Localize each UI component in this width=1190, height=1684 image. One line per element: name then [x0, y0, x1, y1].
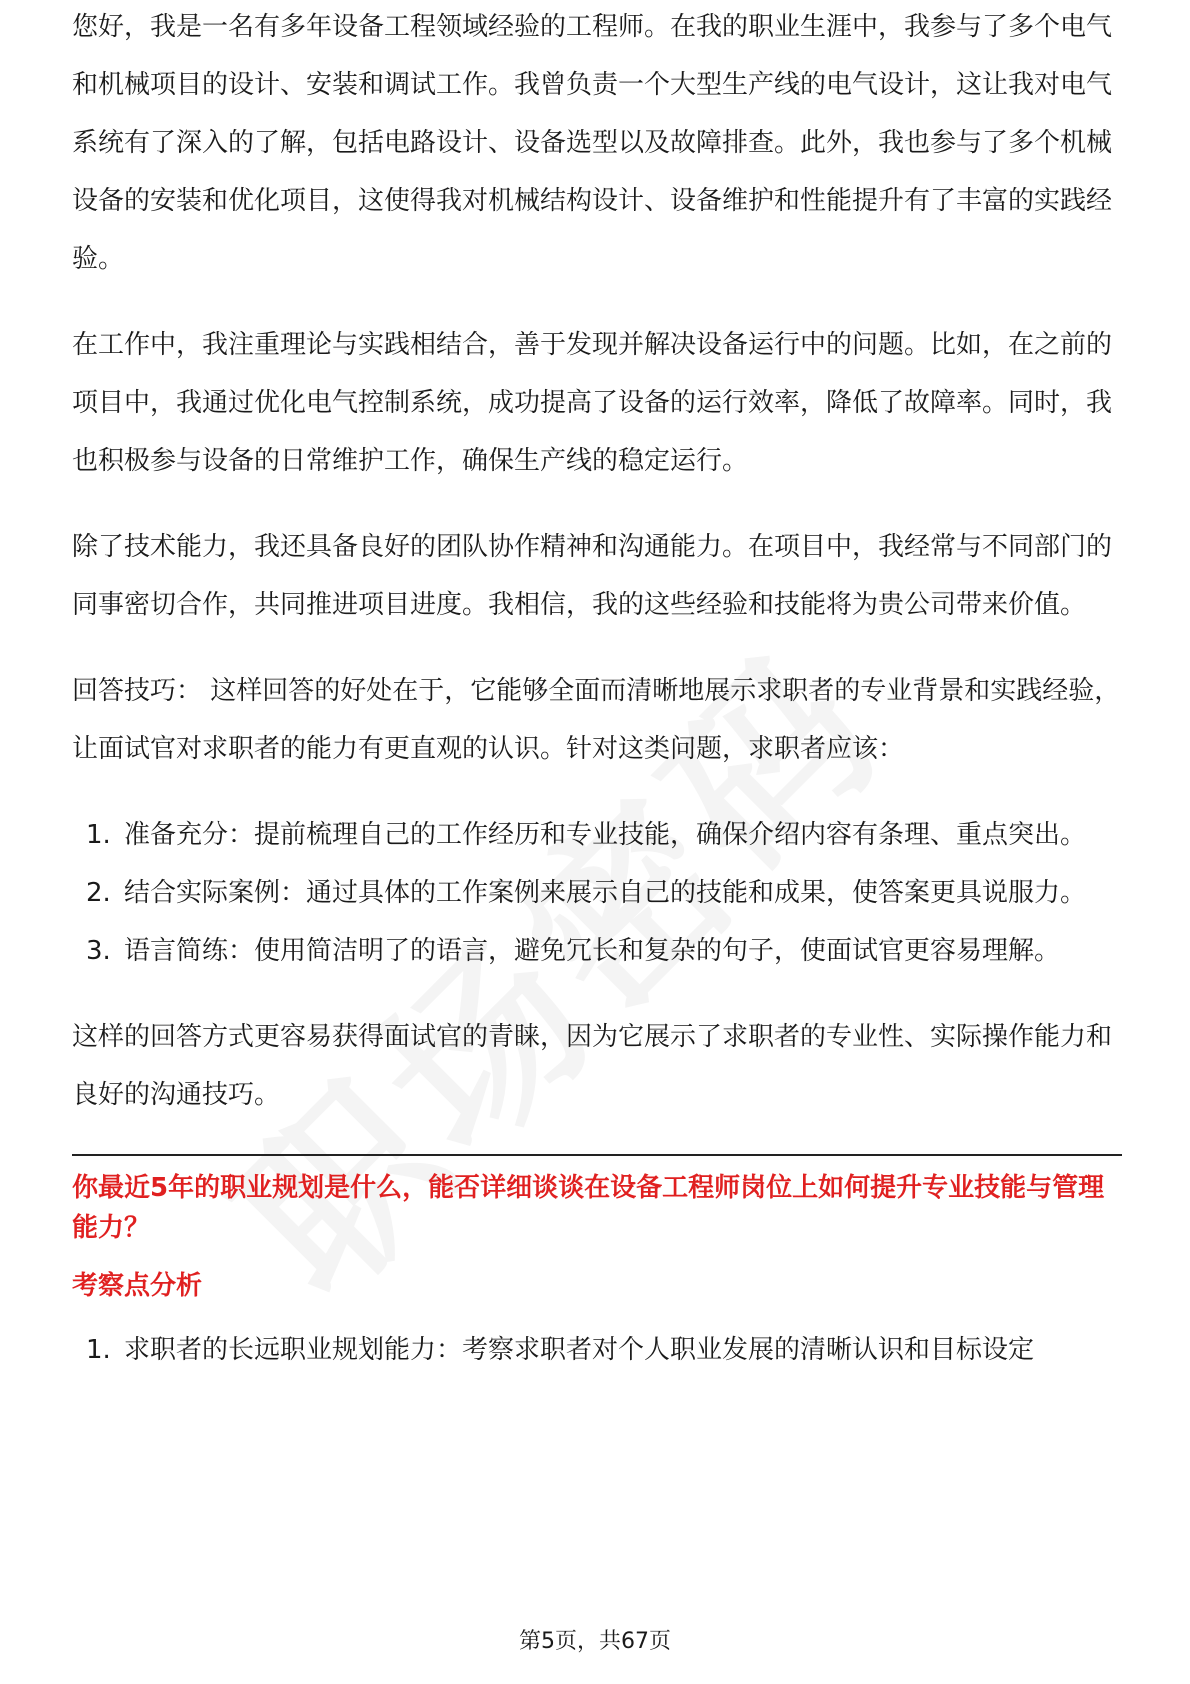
- list-item-number: 2.: [86, 878, 111, 908]
- closing-paragraph: 这样的回答方式更容易获得面试官的青睐，因为它展示了求职者的专业性、实际操作能力和良好的沟通技巧。: [72, 1022, 1113, 1110]
- list-item-number: 1.: [86, 820, 111, 850]
- practice-paragraph: 在工作中，我注重理论与实践相结合，善于发现并解决设备运行中的问题。比如，在之前的项目中，我通过优化电气控制系统，成功提高了设备的运行效率，降低了故障率。同时，我也积极参与设备的日常维护工作，确保生产线的稳定运行。: [72, 330, 1113, 476]
- list-item: [72, 806, 1122, 864]
- list-item-number: 1.: [86, 1335, 111, 1365]
- list-item: [72, 864, 1122, 922]
- section-divider: [72, 1154, 1122, 1156]
- intro-paragraph: 您好，我是一名有多年设备工程领域经验的工程师。在我的职业生涯中，我参与了多个电气和机械项目的设计、安装和调试工作。我曾负责一个大型生产线的电气设计，这让我对电气系统有了深入的了解，包括电路设计、设备选型以及故障排查。此外，我也参与了多个机械设备的安装和优化项目，这使得我对机械结构设计、设备维护和性能提升有了丰富的实践经验。: [72, 12, 1113, 274]
- list-item-text: 语言简练：使用简洁明了的语言，避免冗长和复杂的句子，使面试官更容易理解。: [124, 936, 1061, 966]
- list-item-text: 求职者的长远职业规划能力：考察求职者对个人职业发展的清晰认识和目标设定: [124, 1335, 1035, 1365]
- analysis-heading: 考察点分析: [72, 1271, 203, 1301]
- list-item-number: 3.: [86, 936, 111, 966]
- tips-list: [72, 806, 1122, 980]
- answer-tips-paragraph: 回答技巧： 这样回答的好处在于，它能够全面而清晰地展示求职者的专业背景和实践经验，让面试官对求职者的能力有更直观的认识。针对这类问题，求职者应该：: [72, 676, 1121, 764]
- page-number: 第5页，共67页: [515, 1629, 675, 1654]
- question-heading: 你最近5年的职业规划是什么，能否详细谈谈在设备工程师岗位上如何提升专业技能与管理能力？: [72, 1173, 1105, 1243]
- list-item: [72, 922, 1122, 980]
- list-item: [72, 1330, 1122, 1370]
- page-footer: [0, 1627, 1190, 1657]
- list-item-text: 准备充分：提前梳理自己的工作经历和专业技能，确保介绍内容有条理、重点突出。: [124, 820, 1087, 850]
- page-content: [72, 12, 1122, 1370]
- list-item-text: 结合实际案例：通过具体的工作案例来展示自己的技能和成果，使答案更具说服力。: [124, 878, 1087, 908]
- teamwork-paragraph: 除了技术能力，我还具备良好的团队协作精神和沟通能力。在项目中，我经常与不同部门的同事密切合作，共同推进项目进度。我相信，我的这些经验和技能将为贵公司带来价值。: [72, 532, 1113, 620]
